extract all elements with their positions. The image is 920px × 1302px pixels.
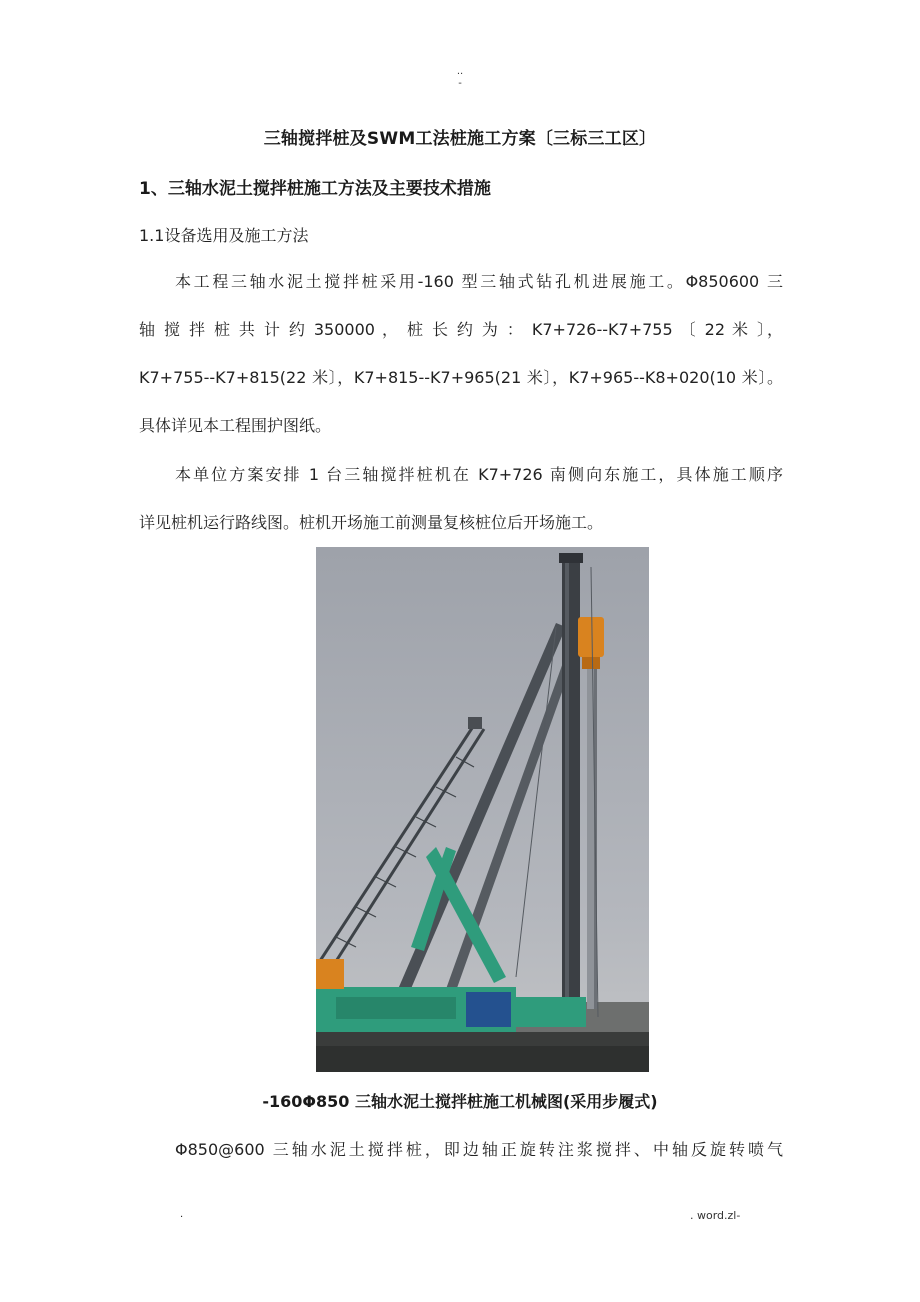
paragraph-line: Φ850@600 三轴水泥土搅拌桩，即边轴正旋转注浆搅拌、中轴反旋转喷气	[175, 1140, 783, 1159]
header-mark-top: ..	[456, 66, 464, 77]
pile-machine-photo	[316, 547, 649, 1072]
section-1-heading: 1、三轴水泥土搅拌桩施工方法及主要技术措施	[139, 179, 491, 199]
paragraph-line: K7+755--K7+815(22 米〕，K7+815--K7+965(21 米〕，K7+965--K8+020(10 米〕。	[139, 368, 783, 387]
section-1-1-heading: 1.1设备选用及施工方法	[139, 226, 309, 245]
paragraph-arrangement	[139, 451, 783, 547]
paragraph-line: 本工程三轴水泥土搅拌桩采用-160 型三轴式钻孔机进展施工。Φ850600 三	[175, 272, 783, 291]
paragraph-method	[139, 1126, 783, 1174]
paragraph-line: 本单位方案安排 1 台三轴搅拌桩机在 K7+726 南侧向东施工，具体施工顺序	[175, 465, 783, 484]
footer-right: . word.zl-	[690, 1209, 741, 1222]
document-title: 三轴搅拌桩及SWM工法桩施工方案〔三标三工区〕	[263, 129, 657, 149]
header-mark	[0, 66, 920, 90]
paragraph-line: 具体详见本工程围护图纸。	[139, 416, 332, 435]
header-mark-bottom: -	[458, 78, 462, 89]
paragraph-line: 详见桩机运行路线图。桩机开场施工前测量复核桩位后开场施工。	[139, 513, 604, 532]
footer-left: .	[180, 1209, 184, 1220]
pile-machine-illustration	[316, 547, 649, 1072]
paragraph-equipment	[139, 258, 783, 450]
photo-caption: -160Φ850 三轴水泥土搅拌桩施工机械图(采用步履式)	[262, 1092, 658, 1111]
paragraph-line: 轴 搅 拌 桩 共 计 约 350000 ， 桩 长 约 为 ： K7+726--K7+755 〔 22 米 〕，	[139, 320, 783, 339]
